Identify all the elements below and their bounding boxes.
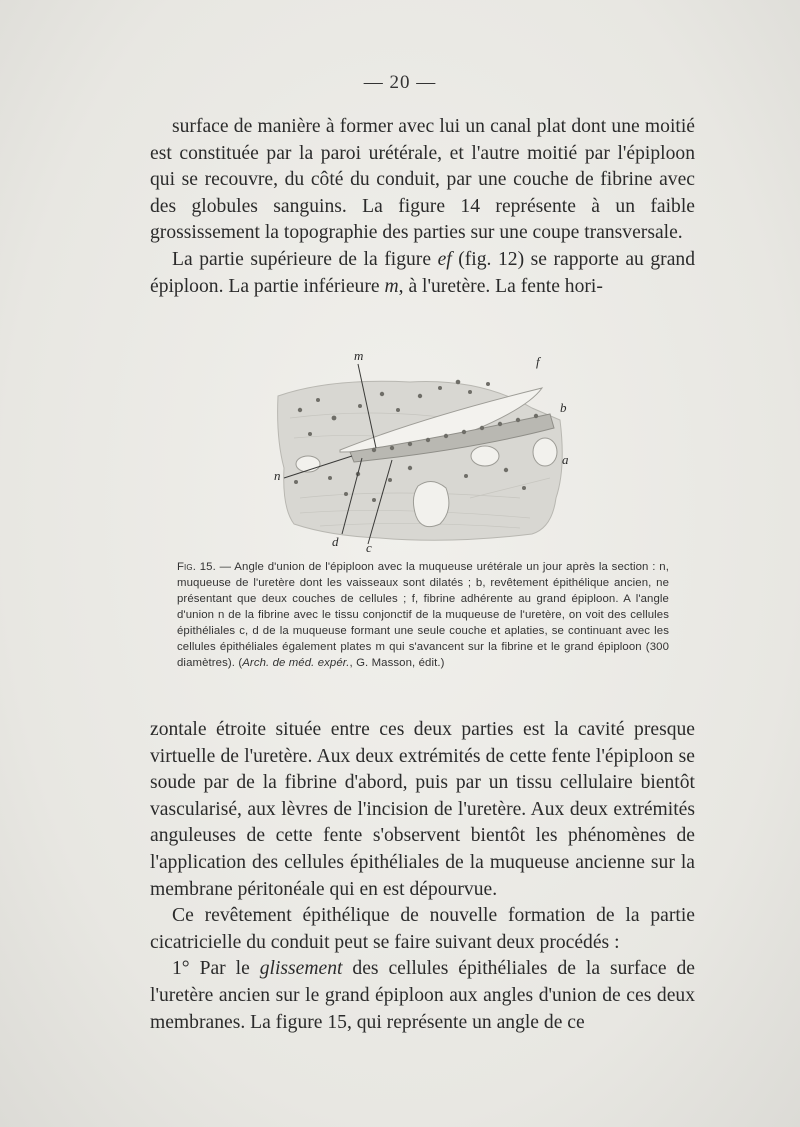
text-run: , à l'uretère. La fente hori- <box>398 275 603 297</box>
caption-source: , G. Masson, édit.) <box>349 657 445 669</box>
italic-text: m <box>384 275 399 297</box>
italic-text: ef <box>437 248 452 270</box>
label-m: m <box>354 348 364 363</box>
body-text-top <box>150 114 695 300</box>
paragraph <box>150 956 695 1036</box>
label-n: n <box>274 468 281 483</box>
label-d: d <box>332 534 339 549</box>
caption-source-italic: Arch. de méd. expér. <box>242 657 350 669</box>
label-b: b <box>560 400 567 415</box>
figure-caption <box>177 559 669 671</box>
paragraph <box>150 247 695 300</box>
text-run: 1° Par le <box>172 958 260 980</box>
text-run: La partie supérieure de la figure <box>172 248 438 270</box>
paragraph: Ce revêtement épithélique de nouvelle formation de la partie cicatricielle du conduit peut se faire suivant deux procédés : <box>150 905 695 953</box>
text-run: (fig. 12) se rapporte au grand épiploon. La partie inférieure <box>150 248 695 297</box>
histology-figure <box>270 348 570 560</box>
body-text-bottom <box>150 717 695 1036</box>
caption-text: — Angle d'union de l'épiploon avec la muqueuse urétérale un jour après la section : n, muqueuse de l'uretère dont les vaisseaux sont dilatés ; b, revêtement épithélique ancien, ne présentant que deux couches de cellules ; f, fibrine adhérente au grand épiploon. A l'angle d'union n de la fibrine avec le tissu conjonctif de la muqueuse de l'uretère, on voit des cellules épithéliales c, d de la muqueuse formant une seule couche et aplaties, se continuant avec les cellules épithéliales également plates m qui s'avancent sur la fibrine et le grand épiploon (300 diamètres). ( <box>177 561 669 669</box>
figure-drawing <box>270 348 570 560</box>
italic-text: glissement <box>259 958 343 980</box>
paragraph: surface de manière à former avec lui un canal plat dont une moitié est constituée par la paroi urétérale, et l'autre moitié par l'épiploon qui se recouvre, du côté du conduit, par une couche de fibrine avec des globules sanguins. La figure 14 représente à un faible grossissement la topographie des parties sur une coupe transversale. <box>150 116 695 244</box>
page-number: — 20 — <box>363 72 437 93</box>
label-c: c <box>366 540 372 555</box>
text-run: des cellules épithéliales de la surface de l'uretère ancien sur le grand épiploon aux angles d'union de ces deux membranes. La figure 15, qui représente un angle de ce <box>150 958 695 1033</box>
paragraph: zontale étroite située entre ces deux parties est la cavité presque virtuelle de l'uretère. Aux deux extrémités de cette fente l'épiploon se soude par de la fibrine d'abord, puis par un tissu cellulaire bientôt vascularisé, aux lèvres de l'incision de l'uretère. Aux deux extrémités anguleuses de cette fente s'observent bientôt les phénomènes de l'application des cellules épithéliales de la muqueuse ancienne sur la membrane péritonéale qui en est dépourvue. <box>150 719 695 900</box>
caption-label: Fig. 15. <box>177 561 216 573</box>
label-a: a <box>562 452 569 467</box>
label-f: f <box>536 354 540 369</box>
